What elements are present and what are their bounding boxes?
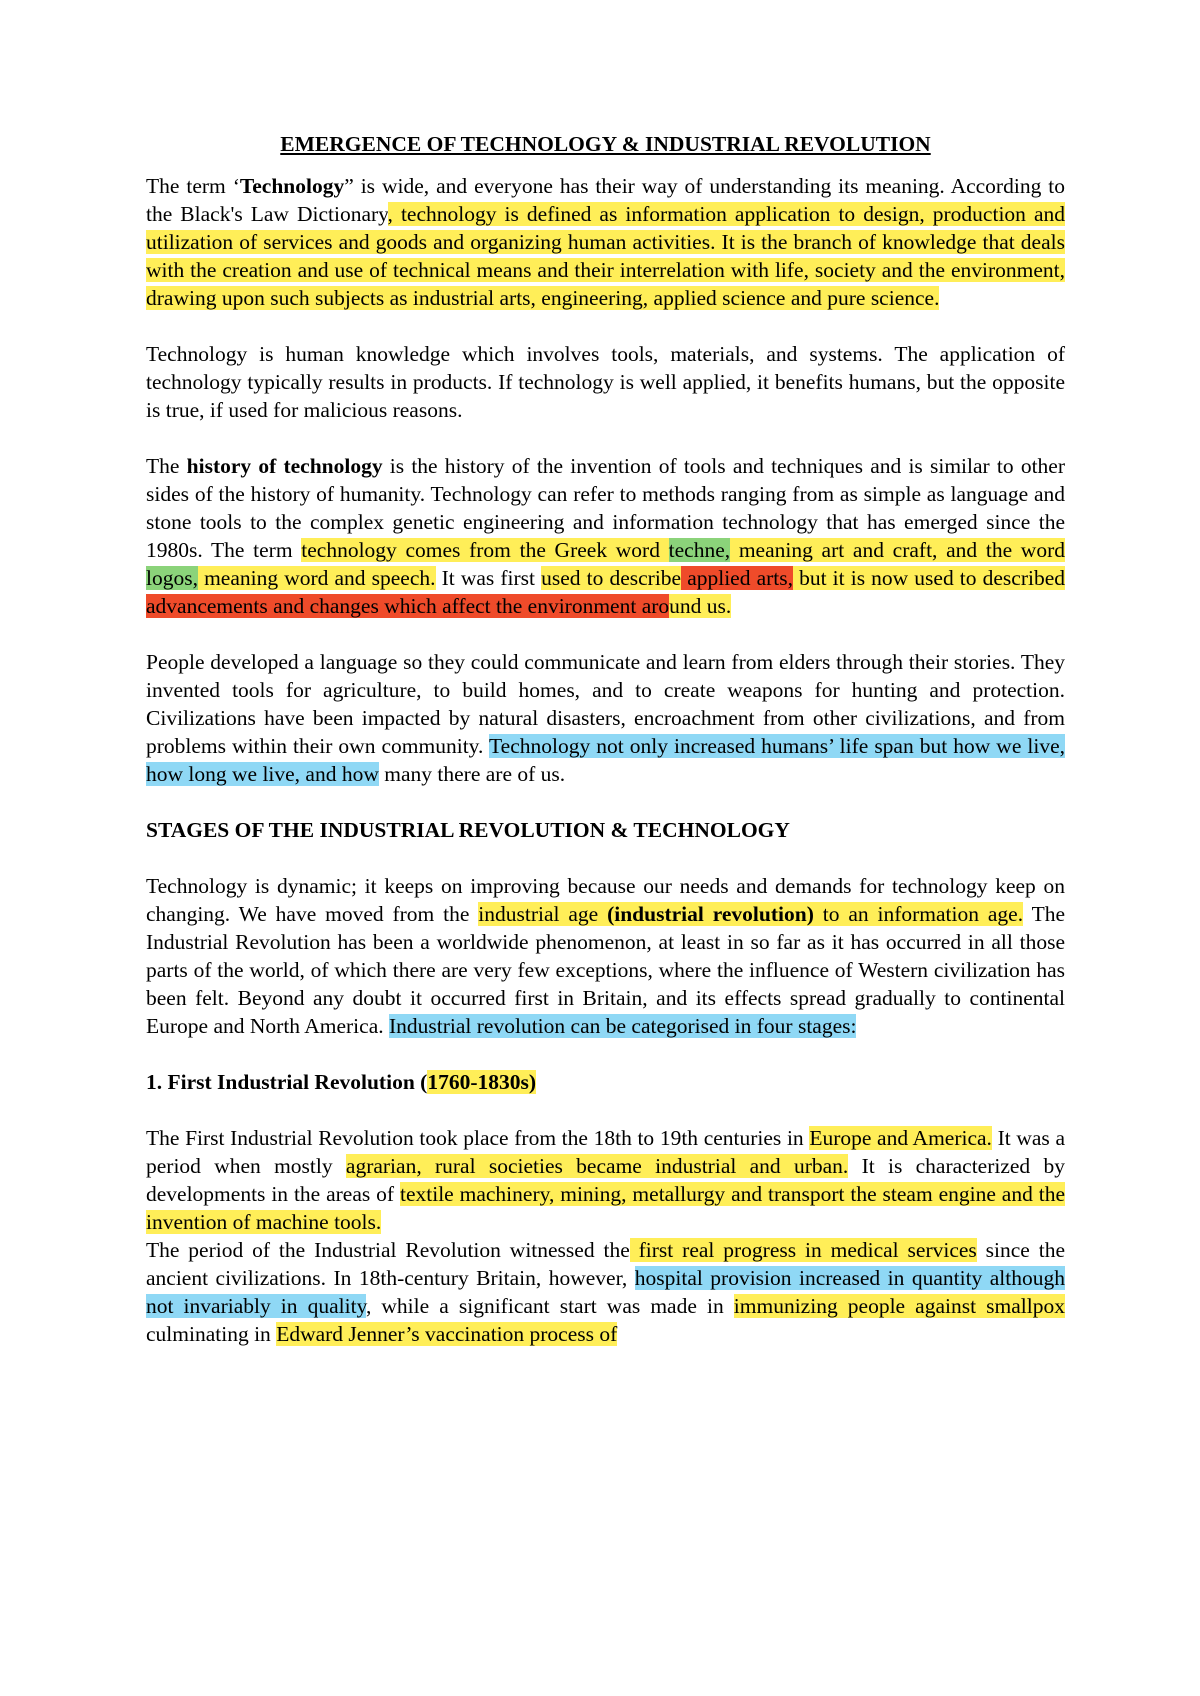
paragraph-technology-definition xyxy=(146,172,1065,312)
text-run: since the ancient civilizations. In 18th-century Britain, however, xyxy=(146,1238,1065,1290)
highlighted-text: used to describe xyxy=(541,566,682,590)
highlighted-text: (industrial revolution) xyxy=(607,902,814,926)
text-run: culminating in xyxy=(146,1322,277,1346)
paragraph-technology-knowledge xyxy=(146,340,1065,424)
highlighted-text: Industrial revolution can be categorised in four stages: xyxy=(389,1014,857,1038)
text-run: Technology is human knowledge which involves tools, materials, and systems. The application of technology typically results in products. If technology is well applied, it benefits humans, but the opposite is true, if used for malicious reasons. xyxy=(146,342,1065,422)
highlighted-text: Europe and America. xyxy=(809,1126,992,1150)
highlighted-text: immunizing people against smallpox xyxy=(733,1294,1065,1318)
text-run: many there are of us. xyxy=(378,762,566,786)
text-run: It was a period when mostly xyxy=(146,1126,1065,1178)
highlighted-text: to an information age. xyxy=(813,902,1024,926)
text-run: The period of the Industrial Revolution witnessed the xyxy=(146,1238,630,1262)
highlighted-text: logos, xyxy=(146,566,198,590)
paragraph-people-developed xyxy=(146,648,1065,788)
text-run: history of technology xyxy=(186,454,383,478)
highlighted-text: Technology not only increased humans’ life span but how we live, how long we live, and how xyxy=(146,734,1065,786)
document-page xyxy=(146,130,1065,1348)
text-run: The term ‘ xyxy=(146,174,240,198)
highlighted-text: 1760-1830s) xyxy=(427,1070,536,1094)
highlighted-text: but it is now used to described xyxy=(793,566,1066,590)
text-run: The Industrial Revolution has been a worldwide phenomenon, at least in so far as it has occurred in all those parts of the world, of which there are very few exceptions, where the influence of Western civilization has been felt. Beyond any doubt it occurred first in Britain, and its effects spread gradually to continental Europe and North America. xyxy=(146,902,1066,1038)
document-title: EMERGENCE OF TECHNOLOGY & INDUSTRIAL REVOLUTION xyxy=(280,132,931,156)
highlighted-text: Edward Jenner’s vaccination process of xyxy=(276,1322,618,1346)
paragraph-history-of-technology xyxy=(146,452,1065,620)
highlighted-text: advancements and changes which affect the environment aro xyxy=(146,594,670,618)
text-run: 1. First Industrial Revolution ( xyxy=(146,1070,428,1094)
subheading-first-industrial-revolution xyxy=(146,1068,1065,1096)
highlighted-text: meaning word and speech. xyxy=(197,566,436,590)
text-run: is the history of the invention of tools and techniques and is similar to other sides of the history of humanity. Technology can refer to methods ranging from as simple as language and stone tools to the complex genetic engineering and information technology that has emerged since the 1980s. The term xyxy=(146,454,1066,562)
text-run: , while a significant start was made in xyxy=(365,1294,734,1318)
highlighted-text: first real progress in medical services xyxy=(629,1238,977,1262)
paragraph-technology-dynamic xyxy=(146,872,1065,1040)
text-run: The xyxy=(146,454,187,478)
highlighted-text: applied arts, xyxy=(681,566,793,590)
text-run: Technology is dynamic; it keeps on improving because our needs and demands for technology keep on changing. We have moved from the xyxy=(146,874,1065,926)
text-run: People developed a language so they could communicate and learn from elders through their stories. They invented tools for agriculture, to build homes, and to create weapons for hunting and protection. Civilizations have been impacted by natural disasters, encroachment from other civilizations, and from problems within their own community. xyxy=(146,650,1065,758)
text-run: It was first xyxy=(435,566,542,590)
highlighted-text: textile machinery, mining, metallurgy and transport the steam engine and the invention of machine tools. xyxy=(146,1182,1065,1234)
text-run: It is characterized by developments in the areas of xyxy=(146,1154,1065,1206)
text-run: Technology xyxy=(239,174,345,198)
paragraph-medical-progress xyxy=(146,1236,1065,1348)
highlighted-text: meaning art and craft, and the word xyxy=(730,538,1065,562)
highlighted-text: agrarian, rural societies became industrial and urban. xyxy=(345,1154,849,1178)
highlighted-text: , technology is defined as information application to design, production and utilization of services and goods and organizing human activities. It is the branch of knowledge that deals with the creation and use of technical means and their interrelation with life, society and the environment, drawing upon such subjects as industrial arts, engineering, applied science and pure science. xyxy=(146,202,1066,310)
highlighted-text: industrial age xyxy=(478,902,608,926)
text-run: The First Industrial Revolution took place from the 18th to 19th centuries in xyxy=(146,1126,810,1150)
highlighted-text: techne, xyxy=(668,538,731,562)
paragraph-first-revolution xyxy=(146,1124,1065,1236)
text-run: ” is wide, and everyone has their way of understanding its meaning. According to the Black's Law Dictionary xyxy=(146,174,1065,226)
section-heading-stages: STAGES OF THE INDUSTRIAL REVOLUTION & TECHNOLOGY xyxy=(146,818,790,842)
highlighted-text: hospital provision increased in quantity although not invariably in quality xyxy=(146,1266,1066,1318)
highlighted-text: und us. xyxy=(669,594,732,618)
highlighted-text: technology comes from the Greek word xyxy=(301,538,669,562)
